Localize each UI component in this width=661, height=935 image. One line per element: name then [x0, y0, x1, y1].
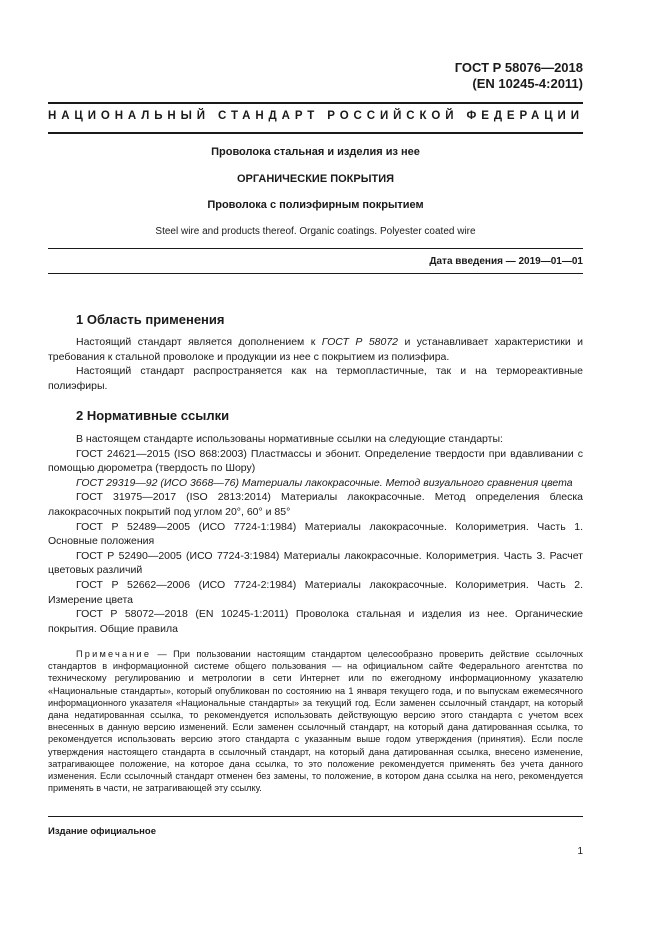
footer-rule: [48, 816, 583, 817]
section1-p1-text-end: и устанавливает характеристики и требования к стальной проволоке и продукции из нее с покрытием из полиэфира.: [48, 336, 584, 363]
section2-heading: 2 Нормативные ссылки: [76, 408, 230, 423]
section1-p1-text: Настоящий стандарт является дополнением к: [76, 336, 322, 348]
national-standard-banner: НАЦИОНАЛЬНЫЙ СТАНДАРТ РОССИЙСКОЙ ФЕДЕРАЦИИ: [48, 110, 584, 122]
title-line1: Проволока стальная и изделия из нее: [211, 146, 420, 158]
document-code-line2: (EN 10245-4:2011): [472, 76, 583, 91]
edition-label: Издание официальное: [48, 826, 156, 837]
title-english: Steel wire and products thereof. Organic coatings. Polyester coated wire: [155, 226, 476, 237]
title-line2: ОРГАНИЧЕСКИЕ ПОКРЫТИЯ: [236, 173, 395, 185]
introduction-date: Дата введения — 2019—01—01: [429, 256, 583, 267]
note-text: — При пользовании настоящим стандартом целесообразно проверить действие ссылочных стандартов в информационной системе общего пользования — на официальном сайте Федерального агентства по техническому регулированию и метрологии в сети Интернет или по ежегодному информационному указателю «Национальные стандарты», который опубликован по состоянию на 1 января текущего года, и по выпускам ежемесячного информационного указателя «Национальные стандарты» за текущий год. Если заменен ссылочный стандарт, на который дана недатированная ссылка, то рекомендуется использовать действующую версию этого стандарта с учетом всех внесенных в данную версию изменений. Если заменен ссылочный стандарт, на который дана датированная ссылка, то рекомендуется использовать версию этого стандарта с указанным выше годом утверждения (принятия). Если после утверждения настоящего стандарта в ссылочный стандарт, на который дана датированная ссылка, внесено изменение, затрагивающее положение, на которое дана ссылка, то это положение рекомендуется применять без учета данного изменения. Если ссылочный стандарт отменен без замены, то положение, в котором дана ссылка на него, рекомендуется применять в части, не затрагивающей эту ссылку.: [48, 649, 583, 794]
reference-item: ГОСТ 31975—2017 (ISO 2813:2014) Материалы лакокрасочные. Метод определения блеска лакокрасочных покрытий под углом 20°, 60° и 85°: [48, 491, 583, 518]
note-label: Примечание: [76, 649, 152, 659]
reference-item: ГОСТ Р 52662—2006 (ИСО 7724-2:1984) Материалы лакокрасочные. Колориметрия. Часть 2. Измерение цвета: [48, 578, 583, 606]
top-rule: [48, 102, 583, 104]
reference-item: ГОСТ 24621—2015 (ISO 868:2003) Пластмассы и эбонит. Определение твердости при вдавливании с помощью дюрометра (твердость по Шору): [48, 447, 583, 475]
intro-rule-top: [48, 248, 583, 249]
section1-heading: 1 Область применения: [76, 312, 225, 327]
reference-item: ГОСТ 29319—92 (ИСО 3668—76) Материалы лакокрасочные. Метод визуального сравнения цвета: [76, 476, 573, 489]
document-code-line1: ГОСТ Р 58076—2018: [454, 60, 583, 75]
note-paragraph: [48, 648, 583, 794]
reference-item: ГОСТ Р 52490—2005 (ИСО 7724-3:1984) Материалы лакокрасочные. Колориметрия. Часть 3. Расчет цветовых различий: [48, 549, 583, 577]
intro-rule-bottom: [48, 273, 583, 274]
section1-p1-reference: ГОСТ Р 58072: [321, 336, 399, 348]
section1-paragraph2: Настоящий стандарт распространяется как на термопластичные, так и на термореактивные полиэфиры.: [48, 365, 583, 392]
banner-rule: [48, 132, 583, 134]
reference-item: ГОСТ Р 58072—2018 (EN 10245-1:2011) Проволока стальная и изделия из нее. Органические покрытия. Общие правила: [48, 608, 583, 635]
page-number: 1: [577, 846, 583, 857]
section1-paragraph1: [48, 335, 583, 364]
section1-body: [48, 335, 583, 393]
section2-body: [48, 432, 583, 636]
reference-item: ГОСТ Р 52489—2005 (ИСО 7724-1:1984) Материалы лакокрасочные. Колориметрия. Часть 1. Основные положения: [48, 520, 583, 548]
title-line3: Проволока с полиэфирным покрытием: [207, 199, 424, 211]
document-code: [455, 60, 583, 92]
note-block: [48, 648, 583, 794]
section2-intro: В настоящем стандарте использованы нормативные ссылки на следующие стандарты:: [76, 433, 503, 445]
